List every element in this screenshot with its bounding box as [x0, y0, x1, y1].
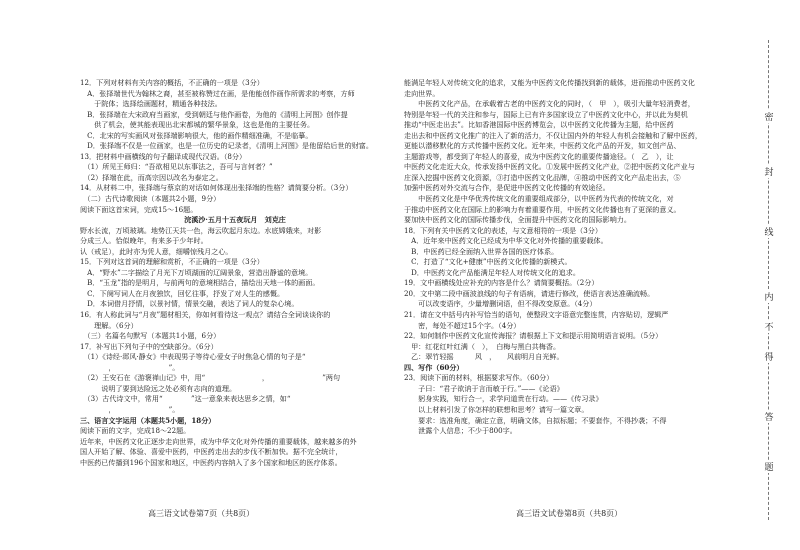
binding-char: 内	[762, 290, 776, 303]
text-line: 走向世界。	[404, 88, 440, 98]
text-line: 野水长流，万顷玻璃。地势江天共一色，海云吹起月东边。水底嫦娥来，对影	[80, 225, 322, 235]
text-line: 加强中医药对外交流与合作，是促进中医药文化传播的有效途径。	[404, 183, 610, 193]
text-line: （二）古代诗歌阅读（本题共2小题，9分）	[80, 194, 221, 204]
binding-margin	[728, 0, 800, 550]
text-line: C．打造了“文化+健康”中医药文化传播的新模式。	[404, 257, 572, 267]
text-line: 阅读下面这首宋词，完成15～16题。	[80, 204, 198, 214]
text-line: 特别是年轻一代的关注和参与，国际上已有许多国家设立了中医药文化中心，并以此为契机	[404, 109, 688, 119]
text-line: 理解。（6分）	[80, 320, 138, 330]
text-line: C．下阕写词人在月夜独饮，回忆往事，抒发了对人生的感慨。	[80, 288, 285, 298]
text-line: 20．文中第二段中画波浪线的句子有语病，请进行修改，使语言表达准确流畅。	[404, 288, 655, 298]
left-page-text	[80, 78, 390, 468]
text-line: （2）择端在此，而高宗因以改名为泰定之。	[80, 172, 223, 182]
text-line: 说明了要到达险远之处必须有志向的道理。	[80, 383, 237, 393]
text-line: 近年来，中医药文化正逐步走向世界，成为中华文化对外传播的重要载体，越来越多的外	[80, 436, 357, 446]
binding-char: 不	[762, 320, 776, 333]
text-line: 21．请在文中括号内补写恰当的语句，使整段文字语意完整连贯，内容贴切，逻辑严	[404, 310, 669, 320]
text-line: 推动“中医走出去”。比如香港国际中医药博览会，以中医药文化传播为主题，给中医药	[404, 120, 674, 130]
text-line: 13．把材料中画横线的句子翻译成现代汉语。（8分）	[80, 151, 247, 161]
right-page	[398, 0, 728, 550]
text-line: 三、语言文字运用（本题共5小题，18分）	[80, 415, 216, 425]
text-line: A．近年来中医药文化已经成为中华文化对外传播的重要载体。	[404, 236, 608, 246]
text-line: B．张择端在大宋政府当画家，受到朝廷与他作画卷，为他的《清明上河图》创作提	[80, 109, 348, 119]
text-line: 于院体；选择绘画题材，精通各种技法。	[80, 99, 222, 109]
text-line: D．张择端不仅是一位画家，也是一位历史的记录者，《清明上河图》是他留给后世的财富。	[80, 141, 373, 151]
text-line: A．张择端世代为翰林之裔，甚至被称赞过在画，是他能创作画作所需求的考察，方师	[80, 88, 355, 98]
text-line: 18．下列有关中医药文化的表述，与文意相符的一项是（3分）	[404, 225, 602, 235]
text-line: 密，每处不超过15个字。（4分）	[404, 320, 521, 330]
text-line: 14．从材料二中，张择端与蔡京的对话如何体现出张择端的性格？请简要分析。（3分）	[80, 183, 353, 193]
text-line: B．中医药已经全面纳入世界各国的医疗体系。	[404, 246, 559, 256]
text-line: 认（戒足），此时亦为凭人意，细嚼惊残月之心。	[80, 246, 233, 256]
text-line: C．北宋的写实画风对张择端影响很大，他的画作精细准确，不是临摹。	[80, 130, 313, 140]
binding-char: 封	[762, 165, 776, 178]
text-line: 子曰：“君子欲讷于言而敏于行。”——《论语》	[404, 383, 564, 393]
text-line: 主题游戏等，都受到了年轻人的喜爱，成为中医药文化的重要传播途径。（ 乙 ），让	[404, 151, 674, 161]
text-line: B．“玉龙”指的是明月，与前两句的意境相结合，描绘出天地一体的画面。	[80, 278, 320, 288]
text-line: 浣溪沙·五月十五夜玩月 刘克庄	[184, 215, 286, 225]
right-page-text	[404, 78, 726, 437]
text-line: （3）古代诗文中，常用“ ”这一意象来表达思乡之情，如“	[80, 394, 334, 404]
text-line: 以上材料引发了你怎样的联想和思考？请写一篇文章。	[404, 404, 589, 414]
text-line: 中医药文化是中华优秀传统文化的重要组成部分，以中医药为代表的传统文化，对	[404, 194, 674, 204]
text-line: 中医药文化走近大众，传承发扬中医药文化。①发展中医药文化产业，②把中医药文化产业与	[404, 162, 695, 172]
left-page-footer: 高三语文试卷第7页（共8页）	[148, 509, 255, 518]
text-line: 15．下列对这首词的理解和赏析，不正确的一项是（3分）	[80, 257, 264, 267]
text-line: 16．有人称此词与“月夜”题材相关，你如何看待这一观点？请结合全词谈谈你的	[80, 310, 331, 320]
text-line: 17．补写出下列句子中的空缺部分。（6分）	[80, 341, 218, 351]
text-line: 19．文中画横线处应补充的内容是什么？请简要概括。（2分）	[404, 278, 599, 288]
binding-char: 得	[762, 350, 776, 363]
text-line: 泄露个人信息；不少于800字。	[404, 426, 517, 436]
text-line: A．“野水”二字描绘了月光下万顷湖面的辽阔景象，营造出静谧的意境。	[80, 267, 313, 277]
binding-char: 密	[762, 110, 776, 123]
text-line: （1）所见王师归：“吾欲相见以东事法之，吾可与言何者？”	[80, 162, 273, 172]
text-line: 供了机会，使其能表现出北宋都城的繁华景象，这也是他的主要任务。	[80, 120, 315, 130]
text-line: 23．阅读下面的材料，根据要求写作。（60分）	[404, 373, 554, 383]
text-line: 要求：选准角度，确定立意，明确文体，自拟标题；不要套作，不得抄袭；不得	[404, 415, 667, 425]
text-line: ， ”。	[80, 362, 180, 372]
text-line: 于推动中医药文化在国际上的影响力有着重要作用，中医药文化传播也有了更深的意义。	[404, 204, 681, 214]
text-line: 国人开始了解、体验、喜爱中医药，中医药走出去的步伐不断加快。据不完全统计，	[80, 447, 343, 457]
text-line: ， ”。	[80, 404, 180, 414]
text-line: 甲：红花红叶红满（ ）， 白梅与黑白共梅香。	[404, 341, 561, 351]
text-line: 四、写作（60分）	[404, 362, 464, 372]
text-line: 22．如何制作中医药文化宣传海报？请根据上下文和提示用简明语言说明。（5分）	[404, 331, 663, 341]
text-line: 分成三人。恰似晚年，有来多于少年时。	[80, 236, 208, 246]
right-page-footer: 高三语文试卷第8页（共8页）	[516, 509, 623, 518]
left-page	[0, 0, 398, 550]
text-line: 阅读下面的文字，完成18～22题。	[80, 426, 191, 436]
text-line: 中医药文化产品，在承载着古老的中医药文化的同时，（ 甲 ），吸引大量年轻消费者，	[404, 99, 695, 109]
text-line: （2）王安石在《游褒禅山记》中，用“ ， ”两句	[80, 373, 341, 383]
text-line: 走出去和中医药文化推广的注入了新的活力，不仅让国内外的年轻人有机会接触和了解中医药，	[404, 130, 702, 140]
text-line: D．中医药文化产品能满足年轻人对传统文化的追求。	[404, 267, 580, 277]
text-line: 乙：翠竹轻摇 风 ， 风前明月自光鲜。	[404, 352, 564, 362]
text-line: 躬身实践，知行合一，求学问道贵在行动。——《传习录》	[404, 394, 603, 404]
binding-char: 答	[762, 410, 776, 423]
text-line: 能满足年轻人对传统文化的追求，又能为中医药文化传播找到新的载体，进而推动中医药文化	[404, 78, 695, 87]
text-line: D．本词借月抒情，以景衬情，情景交融，表达了词人的复杂心境。	[80, 299, 299, 309]
text-line: 庄深入挖掘中医药文化资源，③打造中医药文化品牌，④推动中医药文化产品走出去，⑤	[404, 172, 681, 182]
text-line: 可以改变语序，少量增删词语，但不得改变原意。（4分）	[404, 299, 597, 309]
text-line: （三）名篇名句默写（本题共1小题，6分）	[80, 331, 221, 341]
text-line: 12．下列对材料有关内容的概括，不正确的一项是（3分）	[80, 78, 264, 87]
text-line: 更能以潜移默化的方式传播中医药文化。近年来，中医药文化产品的开发，如文创产品、	[404, 141, 681, 151]
binding-char: 线	[762, 225, 776, 238]
text-line: （1）《诗经·邶风·静女》中表现男子等待心爱女子时焦急心情的句子是“	[80, 352, 349, 362]
binding-char: 题	[762, 460, 776, 473]
text-line: 要加快中医药文化的国际传播步伐，全面提升中医药文化的国际影响力。	[404, 215, 631, 225]
text-line: 中医药已传播到196个国家和地区，中医药内容纳入了多个国家和地区的医疗体系。	[80, 457, 367, 467]
